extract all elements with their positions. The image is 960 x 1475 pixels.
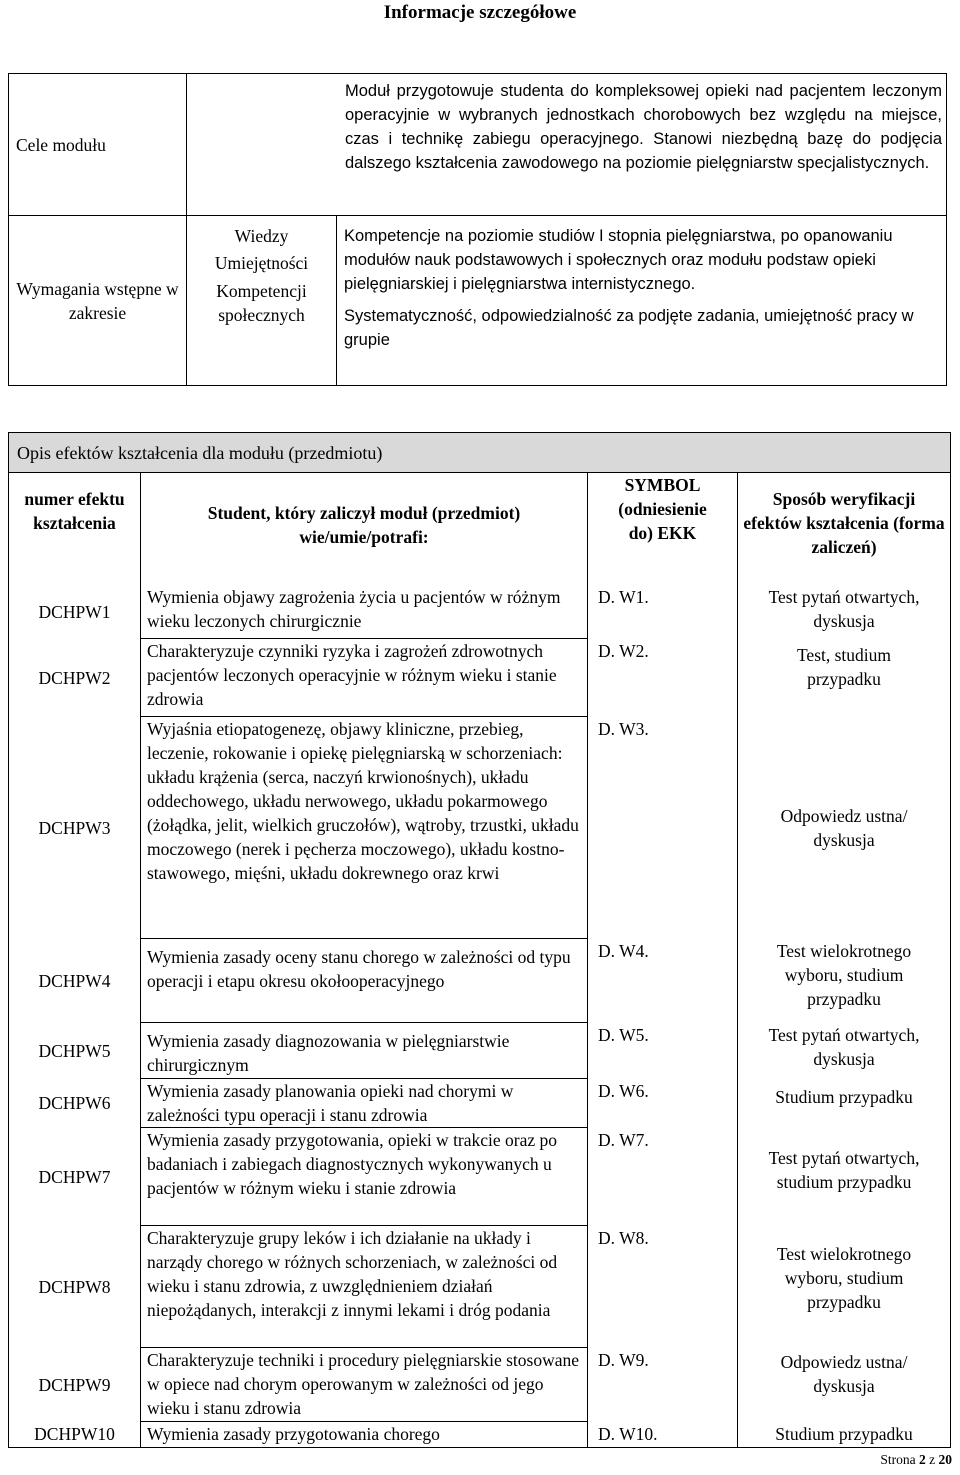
outcome-number: DCHPW10 bbox=[9, 1422, 141, 1448]
outcome-description: Wymienia zasady przygotowania chorego bbox=[141, 1422, 588, 1448]
outcome-number: DCHPW6 bbox=[9, 1079, 141, 1128]
outcome-description: Wymienia zasady diagnozowania w pielęgniarstwie chirurgicznym bbox=[141, 1023, 588, 1079]
outcome-verification: Test pytań otwartych, dyskusja bbox=[738, 585, 951, 639]
outcome-symbol: D. W1. bbox=[588, 585, 738, 639]
outcome-number: DCHPW5 bbox=[9, 1023, 141, 1079]
outcome-description: Charakteryzuje grupy leków i ich działanie na układy i narządy chorego w różnych schorzeniach, w zależności od wieku i stanu zdrowia, z uwzględnieniem działań niepożądanych, interakcji z innymi lekami i dróg podania bbox=[141, 1226, 588, 1348]
learning-outcomes-table bbox=[8, 432, 951, 1448]
outcome-symbol: D. W2. bbox=[588, 639, 738, 717]
outcome-symbol: D. W3. bbox=[588, 717, 738, 939]
outcome-verification: Odpowiedz ustna/ dyskusja bbox=[738, 1348, 951, 1422]
footer-total-pages: 20 bbox=[938, 1452, 952, 1467]
outcome-number: DCHPW1 bbox=[9, 585, 141, 639]
outcome-verification: Test, studium przypadku bbox=[738, 639, 951, 717]
outcome-description: Charakteryzuje techniki i procedury pielęgniarskie stosowane w opiece nad chorym operowanym w zależności od jego wieku i stanu zdrowia bbox=[141, 1348, 588, 1422]
outcome-verification: Studium przypadku bbox=[738, 1079, 951, 1128]
module-info-table bbox=[8, 73, 947, 386]
outcome-verification: Odpowiedz ustna/ dyskusja bbox=[738, 717, 951, 939]
outcome-number: DCHPW8 bbox=[9, 1226, 141, 1348]
footer-middle: z bbox=[925, 1452, 939, 1467]
outcome-number: DCHPW2 bbox=[9, 639, 141, 717]
page-title: Informacje szczegółowe bbox=[383, 2, 577, 23]
outcome-symbol: D. W4. bbox=[588, 939, 738, 1023]
outcome-description: Wymienia zasady planowania opieki nad chorymi w zależności typu operacji i stanu zdrowia bbox=[141, 1079, 588, 1128]
req-knowledge-skills: Kompetencje na poziomie studiów I stopnia pielęgniarstwa, po opanowaniu modułów nauk podstawowych i społecznych oraz modułu podstaw opieki pielęgniarskiej i pielęgniarstwa internistycznego. bbox=[344, 227, 893, 293]
outcomes-caption: Opis efektów kształcenia dla modułu (przedmiotu) bbox=[9, 433, 951, 473]
requirements-label: Wymagania wstępne w zakresie bbox=[9, 216, 187, 386]
outcome-description: Charakteryzuje czynniki ryzyka i zagrożeń zdrowotnych pacjentów leczonych operacyjnie w różnym wieku i stanie zdrowia bbox=[141, 639, 588, 717]
outcome-symbol: D. W10. bbox=[588, 1422, 738, 1448]
footer-prefix: Strona bbox=[880, 1452, 919, 1467]
footer-current-page: 2 bbox=[919, 1452, 926, 1467]
outcome-symbol: D. W6. bbox=[588, 1079, 738, 1128]
outcome-number: DCHPW3 bbox=[9, 717, 141, 939]
outcome-number: DCHPW7 bbox=[9, 1128, 141, 1226]
outcome-symbol: D. W7. bbox=[588, 1128, 738, 1226]
outcome-verification: Test pytań otwartych, dyskusja bbox=[738, 1023, 951, 1079]
outcome-number: DCHPW9 bbox=[9, 1348, 141, 1422]
goals-label: Cele modułu bbox=[9, 74, 187, 216]
outcome-description: Wymienia zasady oceny stanu chorego w zależności od typu operacji i etapu okresu okołooperacyjnego bbox=[141, 939, 588, 1023]
goals-text: Moduł przygotowuje studenta do kompleksowej opieki nad pacjentem leczonym operacyjnie w wybranych jednostkach chorobowych bez względu na miejsce, czas i technikę zabiegu operacyjnego. Stanowi niezbędną bazę do podjęcia dalszego kształcenia zawodowego na poziomie pielęgniarstw specjalistycznych. bbox=[345, 82, 943, 172]
req-area-knowledge: Wiedzy bbox=[234, 226, 289, 246]
outcome-symbol: D. W5. bbox=[588, 1023, 738, 1079]
header-verification: Sposób weryfikacji efektów kształcenia (forma zaliczeń) bbox=[738, 473, 951, 585]
outcome-description: Wymienia zasady przygotowania, opieki w trakcie oraz po badaniach i zabiegach diagnostycznych wykonywanych u pacjentów w różnym wieku i stanie zdrowia bbox=[141, 1128, 588, 1226]
header-number: numer efektu kształcenia bbox=[9, 473, 141, 585]
outcome-number: DCHPW4 bbox=[9, 939, 141, 1023]
outcome-description: Wymienia objawy zagrożenia życia u pacjentów w różnym wieku leczonych chirurgicznie bbox=[141, 585, 588, 639]
outcome-verification: Studium przypadku bbox=[738, 1422, 951, 1448]
outcome-verification: Test pytań otwartych, studium przypadku bbox=[738, 1128, 951, 1226]
outcome-symbol: D. W9. bbox=[588, 1348, 738, 1422]
req-social: Systematyczność, odpowiedzialność za podjęte zadania, umiejętność pracy w grupie bbox=[344, 307, 914, 349]
outcome-verification: Test wielokrotnego wyboru, studium przypadku bbox=[738, 1226, 951, 1348]
outcome-symbol: D. W8. bbox=[588, 1226, 738, 1348]
outcome-description: Wyjaśnia etiopatogenezę, objawy kliniczne, przebieg, leczenie, rokowanie i opiekę pielęgniarską w schorzeniach: układu krążenia (serca, naczyń krwionośnych), układu oddechowego, układu nerwowego, układu pokarmowego (żołądka, jelit, wielkich gruczołów), wątroby, trzustki, układu moczowego (nerek i pęcherza moczowego), układu kostno-stawowego, mięśni, układu dokrewnego oraz krwi bbox=[141, 717, 588, 939]
page-footer bbox=[880, 1452, 952, 1468]
req-area-skills: Umiejętności bbox=[214, 253, 309, 273]
header-student: Student, który zaliczył moduł (przedmiot) wie/umie/potrafi: bbox=[141, 473, 588, 585]
req-area-social: Kompetencji społecznych bbox=[216, 281, 307, 325]
outcome-verification: Test wielokrotnego wyboru, studium przypadku bbox=[738, 939, 951, 1023]
header-symbol: SYMBOL (odniesienie do) EKK bbox=[588, 473, 738, 585]
